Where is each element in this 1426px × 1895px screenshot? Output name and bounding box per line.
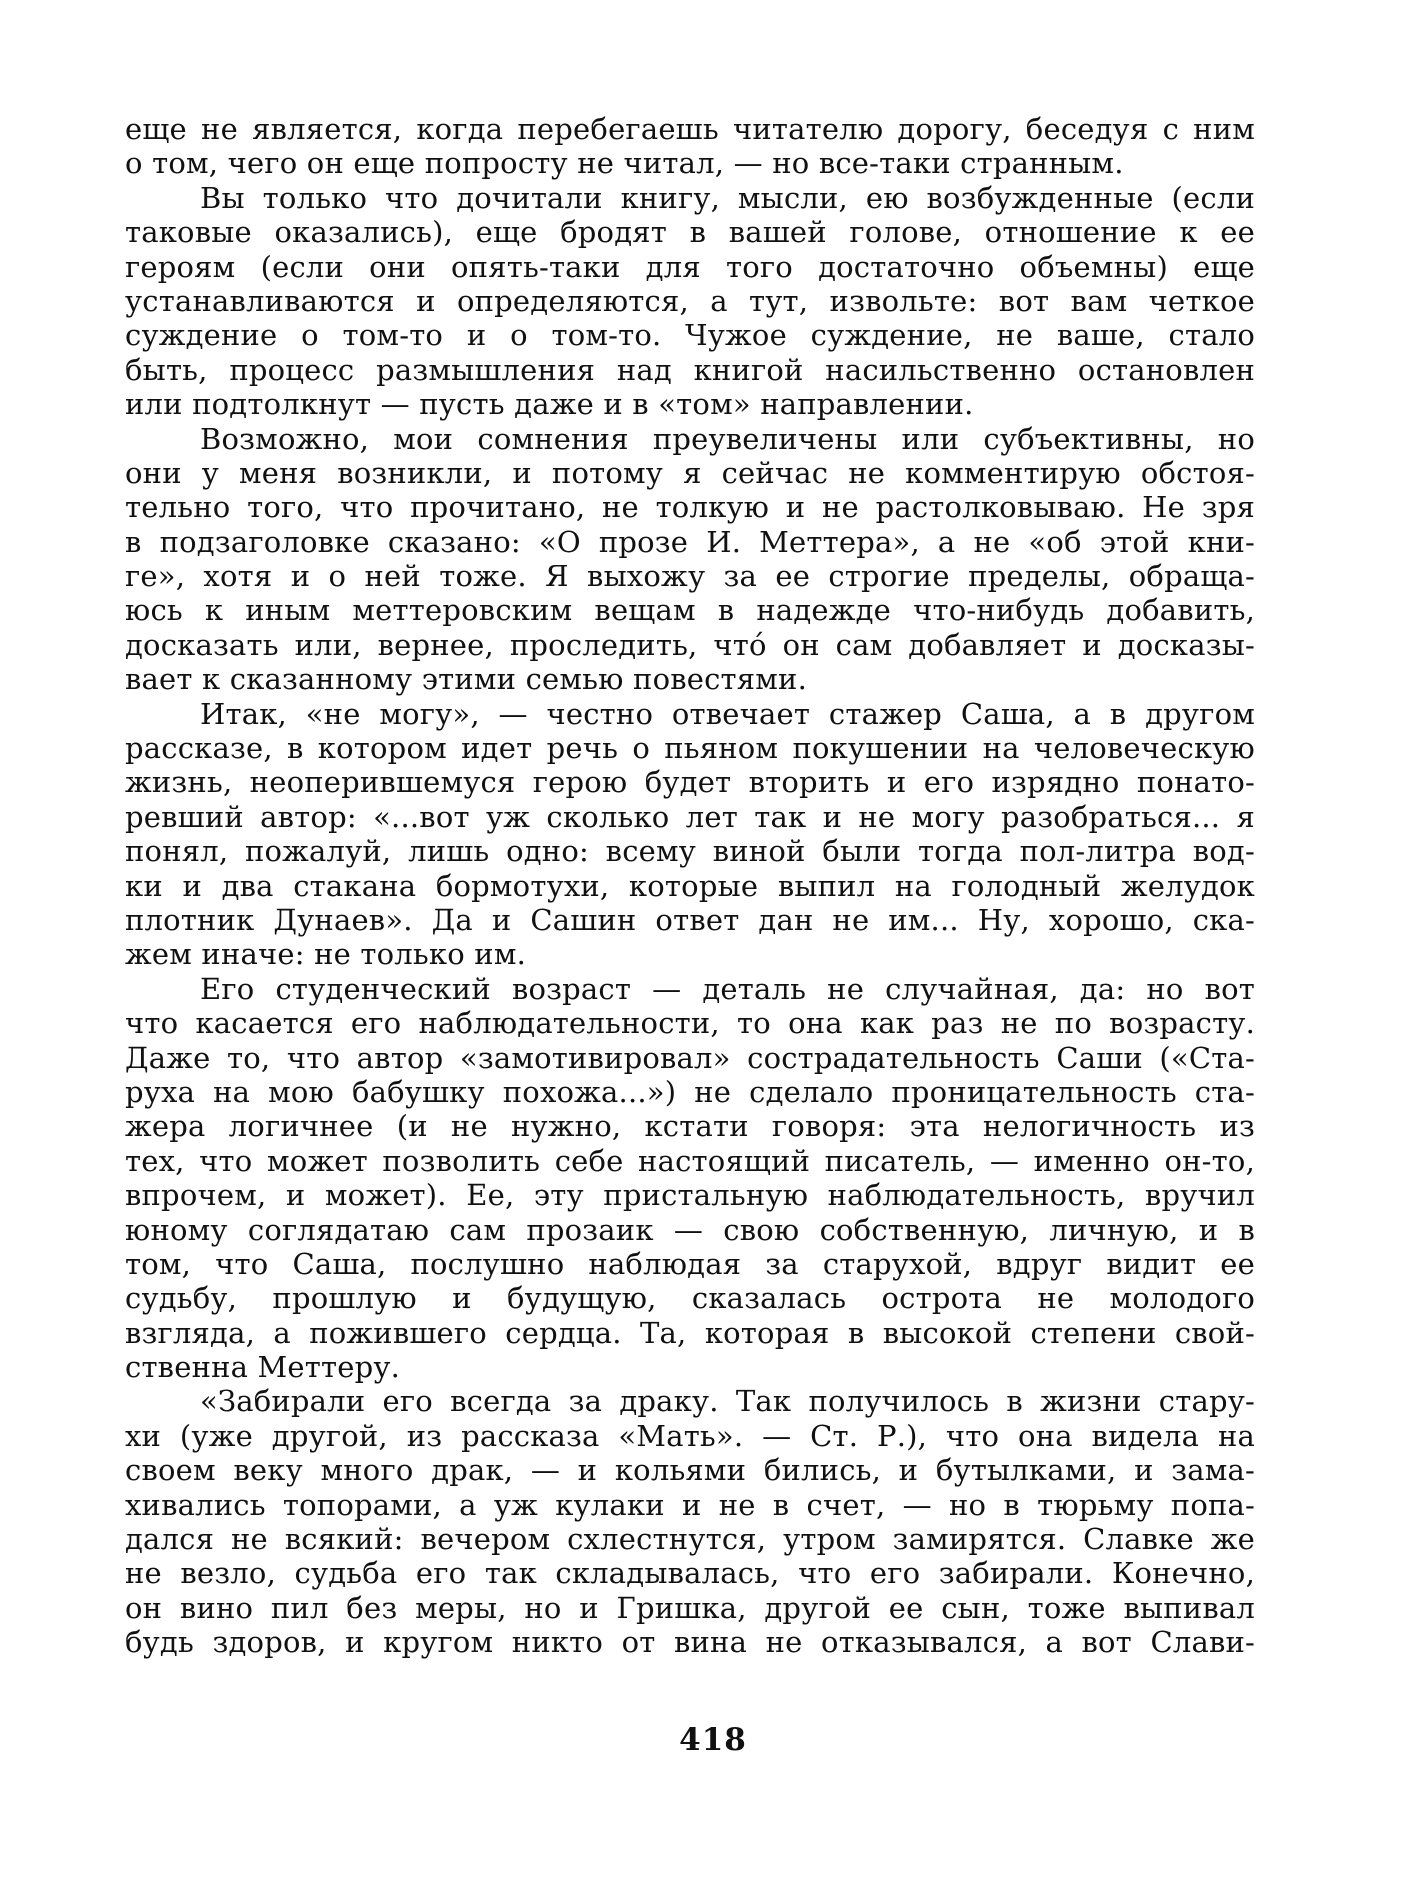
text-line: героям (если они опять-таки для того достаточно объемны) еще bbox=[125, 249, 1255, 284]
text-line: Возможно, мои сомнения преувеличены или субъективны, но bbox=[200, 421, 1255, 456]
text-line: юному соглядатаю сам прозаик — свою собственную, личную, и в bbox=[125, 1212, 1255, 1247]
text-line: ки и два стакана бормотухи, которые выпил на голодный желудок bbox=[125, 868, 1255, 903]
page-text bbox=[125, 112, 1255, 1660]
text-line: жера логичнее (и не нужно, кстати говоря: эта нелогичность из bbox=[125, 1109, 1255, 1144]
text-line: тех, что может позволить себе настоящий писатель, — именно он-то, bbox=[125, 1143, 1255, 1178]
text-line: рассказе, в котором идет речь о пьяном покушении на человеческую bbox=[125, 731, 1255, 766]
text-line: они у меня возникли, и потому я сейчас не комментирую обстоя- bbox=[125, 455, 1255, 490]
text-line: вает к сказанному этими семью повестями. bbox=[125, 662, 807, 697]
text-line: руха на мою бабушку похожа...») не сделало проницательность ста- bbox=[125, 1074, 1255, 1109]
text-line: он вино пил без меры, но и Гришка, другой ее сын, тоже выпивал bbox=[125, 1590, 1255, 1625]
text-line: впрочем, и может). Ее, эту пристальную наблюдательность, вручил bbox=[125, 1178, 1255, 1213]
text-line: судьбу, прошлую и будущую, сказалась острота не молодого bbox=[125, 1281, 1255, 1316]
text-line: хивались топорами, а уж кулаки и не в счет, — но в тюрьму попа- bbox=[125, 1487, 1255, 1522]
page-number: 418 bbox=[679, 1722, 747, 1758]
text-line: юсь к иным меттеровским вещам в надежде что-нибудь добавить, bbox=[125, 593, 1255, 628]
text-line: или подтолкнут — пусть даже и в «том» направлении. bbox=[125, 387, 974, 422]
text-line: жизнь, неоперившемуся герою будет вторить и его изрядно понато- bbox=[125, 765, 1255, 800]
text-line: таковые оказались), еще бродят в вашей голове, отношение к ее bbox=[125, 215, 1255, 250]
text-line: досказать или, вернее, проследить, что́ он сам добавляет и досказы- bbox=[125, 627, 1255, 662]
text-line: своем веку много драк, — и кольями бились, и бутылками, и зама- bbox=[125, 1453, 1255, 1488]
text-line: еще не является, когда перебегаешь читателю дорогу, беседуя с ним bbox=[125, 112, 1255, 146]
text-line: ревший автор: «...вот уж сколько лет так и не могу разобраться... я bbox=[125, 799, 1255, 834]
text-line: хи (уже другой, из рассказа «Мать». — Ст. Р.), что она видела на bbox=[125, 1418, 1255, 1453]
text-line: «Забирали его всегда за драку. Так получилось в жизни стару- bbox=[200, 1384, 1255, 1419]
text-line: не везло, судьба его так складывалась, что его забирали. Конечно, bbox=[125, 1556, 1255, 1591]
text-line: ственна Меттеру. bbox=[125, 1350, 401, 1385]
text-line: будь здоров, и кругом никто от вина не отказывался, а вот Слави- bbox=[125, 1625, 1255, 1660]
text-line: Итак, «не могу», — честно отвечает стажер Саша, а в другом bbox=[200, 696, 1255, 731]
text-line: плотник Дунаев». Да и Сашин ответ дан не им... Ну, хорошо, ска- bbox=[125, 902, 1255, 937]
text-line: суждение о том-то и о том-то. Чужое суждение, не ваше, стало bbox=[125, 318, 1255, 353]
text-line: том, что Саша, послушно наблюдая за старухой, вдруг видит ее bbox=[125, 1246, 1255, 1281]
text-line: что касается его наблюдательности, то она как раз не по возрасту. bbox=[125, 1006, 1255, 1041]
text-line: о том, чего он еще попросту не читал, — но все-таки странным. bbox=[125, 146, 1124, 181]
text-line: ге», хотя и о ней тоже. Я выхожу за ее строгие пределы, обраща- bbox=[125, 559, 1255, 594]
text-line: тельно того, что прочитано, не толкую и не растолковываю. Не зря bbox=[125, 490, 1255, 525]
text-line: Даже то, что автор «замотивировал» сострадательность Саши («Ста- bbox=[125, 1040, 1255, 1075]
text-line: взгляда, а пожившего сердца. Та, которая в высокой степени свой- bbox=[125, 1315, 1255, 1350]
text-line: быть, процесс размышления над книгой насильственно остановлен bbox=[125, 352, 1255, 387]
text-line: жем иначе: не только им. bbox=[125, 937, 527, 972]
text-line: дался не всякий: вечером схлестнутся, утром замирятся. Славке же bbox=[125, 1522, 1255, 1557]
text-line: Его студенческий возраст — деталь не случайная, да: но вот bbox=[200, 971, 1255, 1006]
text-line: в подзаголовке сказано: «О прозе И. Меттера», а не «об этой кни- bbox=[125, 524, 1255, 559]
text-line: устанавливаются и определяются, а тут, извольте: вот вам четкое bbox=[125, 283, 1255, 318]
text-line: Вы только что дочитали книгу, мысли, ею возбужденные (если bbox=[200, 180, 1255, 215]
text-line: понял, пожалуй, лишь одно: всему виной были тогда пол-литра вод- bbox=[125, 834, 1255, 869]
